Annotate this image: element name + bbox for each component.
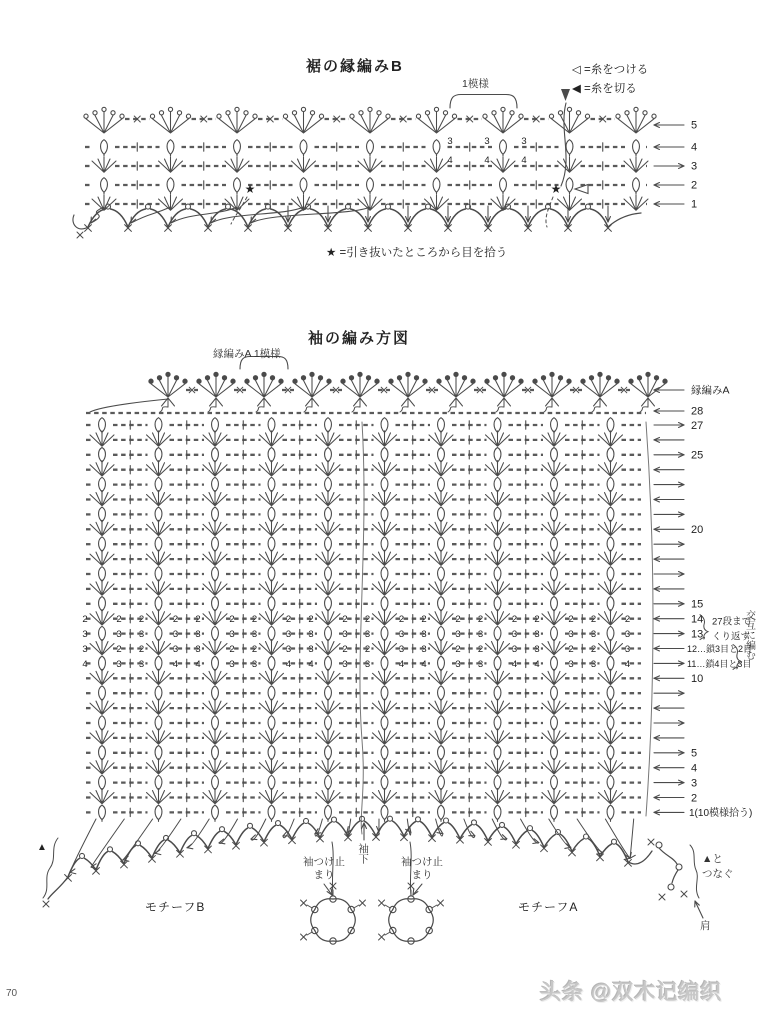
svg-text:3: 3 [568, 658, 574, 670]
svg-text:2: 2 [342, 644, 348, 655]
hem-legend-cut-yarn: ◀ =糸を切る [572, 83, 637, 95]
svg-text:3: 3 [455, 658, 461, 670]
svg-text:★: ★ [550, 182, 562, 196]
sleeve-stop-label-left [300, 856, 348, 882]
svg-text:3: 3 [285, 644, 292, 655]
sleeve-stop-label-right [398, 856, 446, 882]
svg-text:3: 3 [521, 136, 527, 147]
svg-text:2: 2 [229, 614, 235, 626]
svg-text:2: 2 [229, 644, 235, 655]
svg-text:2: 2 [590, 614, 597, 626]
sleeve-left-end [37, 838, 68, 907]
shoulder-label: 肩 [700, 920, 711, 932]
svg-text:2: 2 [455, 644, 461, 655]
svg-text:2: 2 [455, 614, 461, 626]
watermark: 头条 @双木记编织 [540, 981, 723, 1004]
svg-text:3: 3 [484, 136, 490, 147]
svg-text:2: 2 [138, 614, 145, 626]
svg-text:2: 2 [624, 614, 631, 626]
hem-title: 裾の縁編みB [306, 58, 404, 75]
sleeve-stop-right-text: 袖つけ止まり [401, 856, 443, 882]
svg-text:1(10模様拾う): 1(10模様拾う) [689, 808, 753, 820]
svg-text:11…鎖4目と3目: 11…鎖4目と3目 [687, 658, 752, 669]
svg-text:4: 4 [285, 658, 292, 670]
svg-text:2: 2 [251, 614, 258, 626]
svg-text:2: 2 [172, 614, 179, 626]
svg-text:3: 3 [82, 629, 88, 641]
svg-text:20: 20 [691, 524, 704, 537]
svg-text:4: 4 [484, 155, 490, 166]
svg-text:3: 3 [172, 644, 179, 655]
hem-body-rows [85, 140, 648, 211]
svg-text:25: 25 [691, 449, 704, 462]
svg-text:14: 14 [691, 613, 704, 626]
hem-pickup-note: ★ =引き抜いたところから目を拾う [326, 247, 508, 259]
svg-text:3: 3 [477, 629, 484, 641]
hem-legend-attach-yarn: ◁ =糸をつける [572, 64, 649, 76]
hem-marks [231, 89, 588, 227]
svg-text:4: 4 [447, 155, 453, 166]
svg-text:くり返す: くり返す [712, 631, 751, 643]
page-number: 70 [6, 988, 18, 999]
motif-a-label: モチーフA [518, 900, 579, 914]
hem-edging-diagram [73, 89, 697, 238]
connect-label-line1: ▲と [702, 853, 723, 865]
svg-text:2: 2 [511, 614, 518, 626]
svg-text:3: 3 [364, 658, 371, 670]
svg-text:4: 4 [172, 658, 179, 670]
svg-text:3: 3 [229, 658, 235, 670]
svg-text:3: 3 [398, 644, 405, 655]
svg-text:3: 3 [342, 629, 348, 641]
svg-text:3: 3 [308, 629, 314, 641]
svg-text:2: 2 [421, 614, 427, 626]
svg-text:3: 3 [195, 644, 201, 655]
svg-text:2: 2 [398, 614, 405, 626]
svg-text:2: 2 [308, 614, 314, 626]
svg-text:4: 4 [195, 658, 201, 670]
svg-text:3: 3 [116, 658, 122, 670]
svg-text:3: 3 [195, 629, 201, 641]
sleeve-diagram [37, 357, 752, 945]
svg-text:4: 4 [82, 658, 88, 670]
svg-text:1: 1 [691, 198, 698, 211]
svg-text:2: 2 [195, 614, 201, 626]
svg-text:4: 4 [421, 658, 427, 670]
svg-text:13: 13 [691, 628, 704, 641]
svg-text:3: 3 [534, 629, 540, 641]
svg-text:2: 2 [568, 614, 574, 626]
alternate-knit-note: 交互に編む [743, 610, 755, 660]
svg-text:3: 3 [251, 629, 258, 641]
svg-text:2: 2 [82, 614, 88, 626]
svg-text:3: 3 [138, 629, 145, 641]
sleeve-underarm-label: 袖下 [357, 843, 370, 864]
sleeve-row-arrows [654, 384, 752, 820]
svg-text:3: 3 [364, 629, 371, 641]
svg-text:3: 3 [590, 658, 597, 670]
svg-text:3: 3 [511, 644, 518, 655]
svg-text:2: 2 [691, 179, 698, 192]
svg-text:2: 2 [251, 644, 258, 655]
sleeve-right-end [628, 839, 703, 918]
svg-text:2: 2 [138, 644, 145, 655]
sleeve-edge-pattern-label: 縁編みA 1模様 [213, 348, 281, 360]
svg-text:2: 2 [590, 644, 597, 655]
svg-text:3: 3 [590, 629, 597, 641]
svg-text:5: 5 [691, 747, 698, 760]
hem-row-arrows [654, 120, 697, 211]
svg-text:3: 3 [398, 629, 405, 641]
svg-text:2: 2 [534, 614, 540, 626]
svg-text:3: 3 [172, 629, 179, 641]
svg-text:▲: ▲ [37, 842, 47, 853]
svg-text:2: 2 [116, 644, 122, 655]
svg-text:2: 2 [364, 644, 371, 655]
svg-text:4: 4 [521, 155, 527, 166]
svg-text:4: 4 [691, 762, 698, 775]
svg-text:2: 2 [342, 614, 348, 626]
svg-text:27: 27 [691, 419, 704, 432]
svg-text:3: 3 [342, 658, 348, 670]
svg-text:2: 2 [568, 644, 574, 655]
svg-text:5: 5 [691, 119, 698, 132]
svg-text:★: ★ [244, 182, 256, 196]
svg-text:3: 3 [421, 629, 427, 641]
svg-text:3: 3 [421, 644, 427, 655]
svg-text:3: 3 [534, 644, 540, 655]
svg-text:3: 3 [624, 644, 631, 655]
svg-text:4: 4 [308, 658, 314, 670]
svg-text:10: 10 [691, 673, 704, 686]
svg-text:3: 3 [624, 629, 631, 641]
svg-text:2: 2 [477, 614, 484, 626]
svg-text:4: 4 [534, 658, 540, 670]
svg-text:3: 3 [82, 644, 88, 655]
svg-text:4: 4 [691, 141, 698, 154]
sleeve-stop-left-text: 袖つけ止まり [303, 856, 345, 882]
svg-text:4: 4 [398, 658, 405, 670]
svg-text:2: 2 [477, 644, 484, 655]
sleeve-edging-row [90, 372, 667, 412]
svg-text:3: 3 [229, 629, 235, 641]
svg-text:4: 4 [511, 658, 518, 670]
svg-text:2: 2 [285, 614, 292, 626]
sleeve-title: 袖の編み方図 [308, 330, 411, 347]
svg-text:27段まで: 27段まで [712, 616, 752, 628]
svg-text:3: 3 [691, 160, 698, 173]
svg-text:2: 2 [116, 614, 122, 626]
svg-text:28: 28 [691, 405, 704, 418]
sleeve-zigzag-edge [65, 816, 632, 881]
svg-text:3: 3 [691, 777, 698, 790]
hem-fan-row [84, 107, 656, 133]
svg-text:縁編みA: 縁編みA [691, 384, 730, 397]
svg-text:3: 3 [251, 658, 258, 670]
svg-text:15: 15 [691, 598, 704, 611]
svg-text:3: 3 [477, 658, 484, 670]
hem-pattern-repeat-label: 1模様 [462, 78, 489, 90]
svg-text:3: 3 [447, 136, 453, 147]
svg-text:3: 3 [455, 629, 461, 641]
svg-text:3: 3 [568, 629, 574, 641]
svg-text:3: 3 [285, 629, 292, 641]
svg-text:3: 3 [308, 644, 314, 655]
svg-text:4: 4 [624, 658, 631, 670]
svg-text:3: 3 [138, 658, 145, 670]
svg-text:3: 3 [116, 629, 122, 641]
connect-label-line2: つなぐ [702, 868, 734, 880]
svg-text:3: 3 [511, 629, 518, 641]
svg-text:2: 2 [691, 792, 698, 805]
svg-text:12…鎖3目と2目: 12…鎖3目と2目 [687, 644, 753, 654]
svg-text:2: 2 [364, 614, 371, 626]
hem-zigzag-edge [73, 204, 641, 238]
motif-b-label: モチーフB [145, 900, 206, 914]
